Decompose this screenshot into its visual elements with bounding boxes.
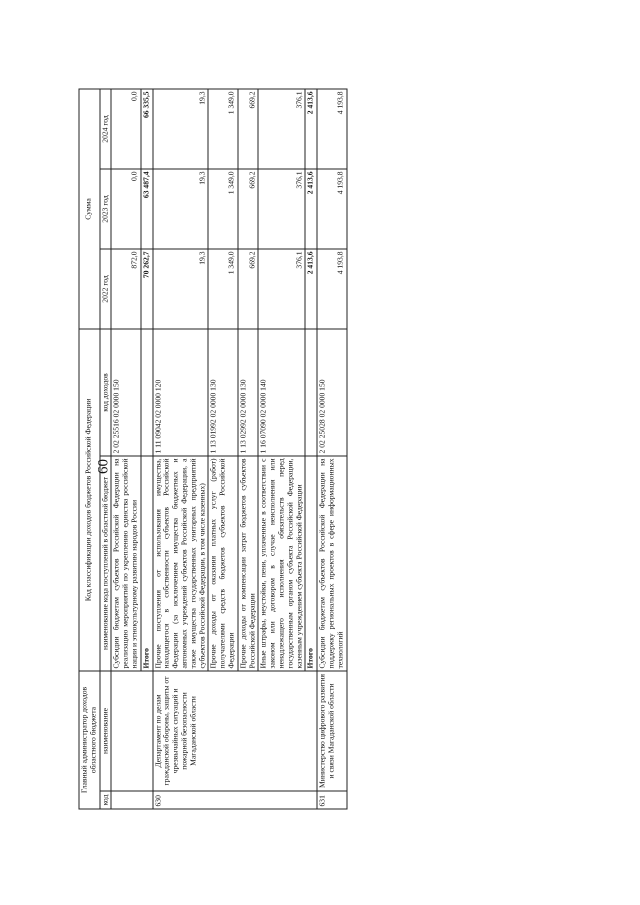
- income-description: Субсидии бюджетам субъектов Российской Федерации на поддержку региональных проектов в сфере информационных технологий: [317, 456, 346, 671]
- value-2024: 376,1: [258, 89, 305, 169]
- header-year-2022: 2022 год: [100, 249, 112, 329]
- table-row: [153, 89, 209, 809]
- total-2023: 2 413,6: [305, 169, 317, 249]
- income-code: 1 16 07090 02 0000 140: [258, 329, 305, 456]
- income-code: 1 11 09042 02 0000 120: [153, 329, 209, 456]
- value-2023: 669,2: [238, 169, 259, 249]
- income-description: Субсидии бюджетам субъектов Российской Федерации на реализацию мероприятий по укреплению единства российской нации и этнокультурному развитию народов России: [111, 456, 140, 671]
- value-2022: 669,2: [238, 249, 259, 329]
- header-sum-group: Сумма: [79, 89, 100, 329]
- income-code: 2 02 25516 02 0000 150: [111, 329, 140, 456]
- value-2024: 19,3: [153, 89, 209, 169]
- income-description: Иные штрафы, неустойки, пени, уплаченные в соответствии с законом или договором в случае неисполнения или ненадлежащего исполнения обязательств перед государственным органом субъекта Российской Федерации, казенным учреждением субъекта Российской Федерации: [258, 456, 305, 671]
- header-classification-group: Код классификации доходов бюджетов Российской Федерации: [79, 329, 100, 671]
- total-label: Итого: [305, 456, 317, 671]
- header-row-1: [79, 89, 100, 809]
- header-year-2024: 2024 год: [100, 89, 112, 169]
- total-code-cell: [305, 329, 317, 456]
- table-row: [111, 89, 140, 809]
- income-code: 2 02 25028 02 0000 150: [317, 329, 346, 456]
- value-2023: 4 193,8: [317, 169, 346, 249]
- revenue-table: [79, 88, 348, 809]
- total-label: Итого: [141, 456, 153, 671]
- value-2023: 19,3: [153, 169, 209, 249]
- value-2024: 669,2: [238, 89, 259, 169]
- admin-code: 630: [153, 791, 318, 809]
- header-name: наименование: [100, 671, 112, 791]
- admin-code-cell: [111, 791, 152, 809]
- header-year-2023: 2023 год: [100, 169, 112, 249]
- header-code: код: [100, 791, 112, 809]
- income-description: Прочие доходы от оказания платных услуг (работ) получателями средств бюджетов субъектов Российской Федерации: [208, 456, 237, 671]
- total-2022: 70 262,7: [141, 249, 153, 329]
- admin-name: Министерство цифрового развития и связи Магаданской области: [317, 671, 346, 791]
- page-number: 60: [95, 459, 112, 474]
- value-2023: 1 349,0: [208, 169, 237, 249]
- value-2022: 872,0: [111, 249, 140, 329]
- admin-name-cell: [111, 671, 152, 791]
- value-2023: 376,1: [258, 169, 305, 249]
- total-2023: 63 487,4: [141, 169, 153, 249]
- income-code: 1 13 02992 02 0000 130: [238, 329, 259, 456]
- header-income-name: наименование кода поступлений в областной бюджет: [100, 456, 112, 671]
- value-2022: 1 349,0: [208, 249, 237, 329]
- value-2024: 4 193,8: [317, 89, 346, 169]
- admin-code: 631: [317, 791, 346, 809]
- income-description: Прочие поступления от использования имущества, находящегося в собственности субъектов Российской Федерации (за исключением имущества бюджетных и автономных учреждений субъектов Российской Федерации, а также имущества государственных унитарных предприятий субъектов Российской Федерации, в том числе казенных): [153, 456, 209, 671]
- value-2024: 0,0: [111, 89, 140, 169]
- income-code: 1 13 01992 02 0000 130: [208, 329, 237, 456]
- admin-name: Департамент по делам гражданской обороны, защиты от чрезвычайных ситуаций и пожарной безопасности Магаданской области: [153, 671, 318, 791]
- value-2022: 4 193,8: [317, 249, 346, 329]
- rotated-document: [79, 90, 552, 810]
- value-2024: 1 349,0: [208, 89, 237, 169]
- total-2024: 66 335,5: [141, 89, 153, 169]
- total-code-cell: [141, 329, 153, 456]
- value-2022: 376,1: [258, 249, 305, 329]
- header-admin-group: Главный администратор доходов областного бюджета: [79, 671, 100, 809]
- header-row-2: [100, 89, 112, 809]
- total-2024: 2 413,6: [305, 89, 317, 169]
- table-row: [317, 89, 346, 809]
- value-2022: 19,3: [153, 249, 209, 329]
- header-income-code: код доходов: [100, 329, 112, 456]
- total-2022: 2 413,6: [305, 249, 317, 329]
- income-description: Прочие доходы от компенсации затрат бюджетов субъектов Российской Федерации: [238, 456, 259, 671]
- value-2023: 0,0: [111, 169, 140, 249]
